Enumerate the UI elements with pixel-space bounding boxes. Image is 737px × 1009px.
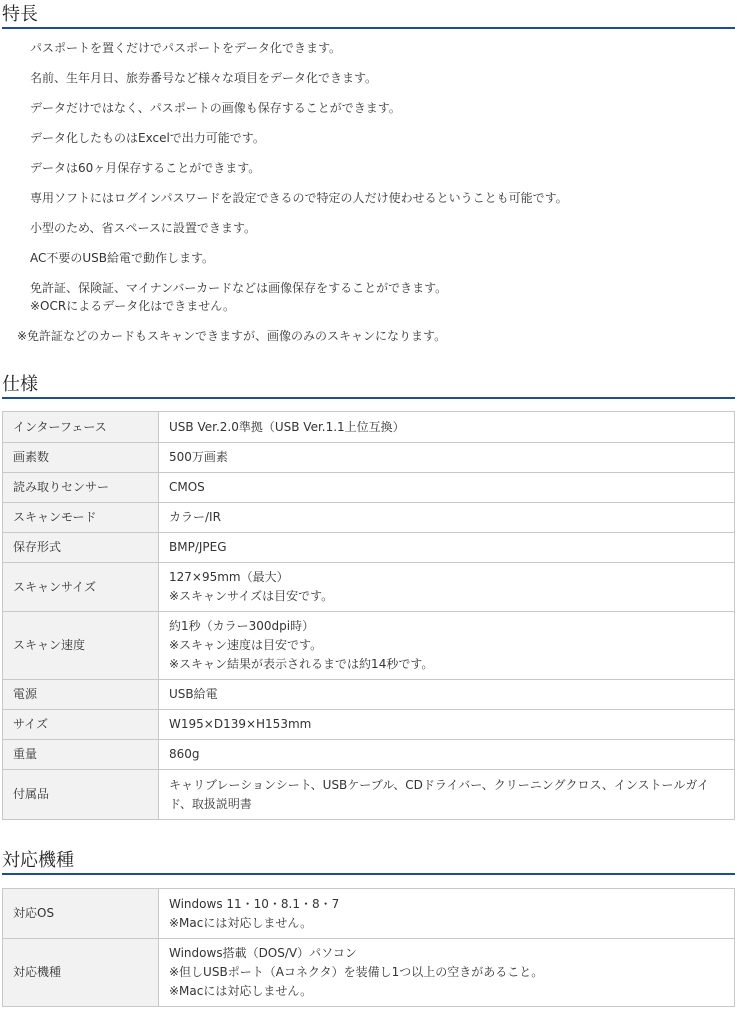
spec-value: 860g [159,740,735,770]
spec-value: USB Ver.2.0準拠（USB Ver.1.1上位互換） [159,412,735,443]
spec-label: インターフェース [3,412,159,443]
feature-note-card: ※免許証などのカードもスキャンできますが、画像のみのスキャンになります。 [17,329,447,343]
feature-item: データだけではなく、パスポートの画像も保存することができます。 [30,101,401,115]
compat-value: Windows 11・10・8.1・8・7 ※Macには対応しません。 [159,889,735,939]
table-row [3,443,735,473]
table-row [3,612,735,680]
spec-label: スキャンモード [3,503,159,533]
table-row [3,473,735,503]
spec-value: カラー/IR [159,503,735,533]
spec-label: 電源 [3,680,159,710]
spec-value: W195×D139×H153mm [159,710,735,740]
feature-note-ocr: ※OCRによるデータ化はできません。 [30,299,235,313]
table-row [3,939,735,1007]
table-row [3,533,735,563]
table-row [3,889,735,939]
table-row [3,770,735,820]
compat-title: 対応機種 [2,850,735,875]
spec-value: 500万画素 [159,443,735,473]
spec-label: スキャンサイズ [3,563,159,612]
feature-item: 免許証、保険証、マイナンバーカードなどは画像保存をすることができます。 [30,281,448,295]
spec-value: USB給電 [159,680,735,710]
feature-item: 専用ソフトにはログインパスワードを設定できるので特定の人だけ使わせるということも可能です。 [30,191,568,205]
features-title: 特長 [2,4,735,29]
spec-value: BMP/JPEG [159,533,735,563]
specs-title: 仕様 [2,374,735,399]
spec-value: CMOS [159,473,735,503]
compat-value: Windows搭載（DOS/V）パソコン ※但しUSBポート（Aコネクタ）を装備し1つ以上の空きがあること。 ※Macには対応しません。 [159,939,735,1007]
compat-label: 対応機種 [3,939,159,1007]
compat-table [2,888,735,1007]
table-row [3,503,735,533]
spec-label: 読み取りセンサー [3,473,159,503]
feature-item: パスポートを置くだけでパスポートをデータ化できます。 [30,41,342,55]
table-row [3,740,735,770]
feature-item: 小型のため、省スペースに設置できます。 [30,221,256,235]
spec-label: 保存形式 [3,533,159,563]
specs-table [2,411,735,820]
spec-value: キャリブレーションシート、USBケーブル、CDドライバー、クリーニングクロス、インストールガイ ド、取扱説明書 [159,770,735,820]
feature-item: AC不要のUSB給電で動作します。 [30,251,215,265]
spec-label: 重量 [3,740,159,770]
compat-label: 対応OS [3,889,159,939]
table-row [3,412,735,443]
spec-label: サイズ [3,710,159,740]
spec-label: 付属品 [3,770,159,820]
feature-item: 名前、生年月日、旅券番号など様々な項目をデータ化できます。 [30,71,378,85]
spec-label: 画素数 [3,443,159,473]
table-row [3,563,735,612]
feature-item: データは60ヶ月保存することができます。 [30,161,261,175]
spec-value: 約1秒（カラー300dpi時） ※スキャン速度は目安です。 ※スキャン結果が表示されるまでは約14秒です。 [159,612,735,680]
table-row [3,710,735,740]
spec-value: 127×95mm（最大） ※スキャンサイズは目安です。 [159,563,735,612]
spec-label: スキャン速度 [3,612,159,680]
feature-item: データ化したものはExcelで出力可能です。 [30,131,265,145]
table-row [3,680,735,710]
